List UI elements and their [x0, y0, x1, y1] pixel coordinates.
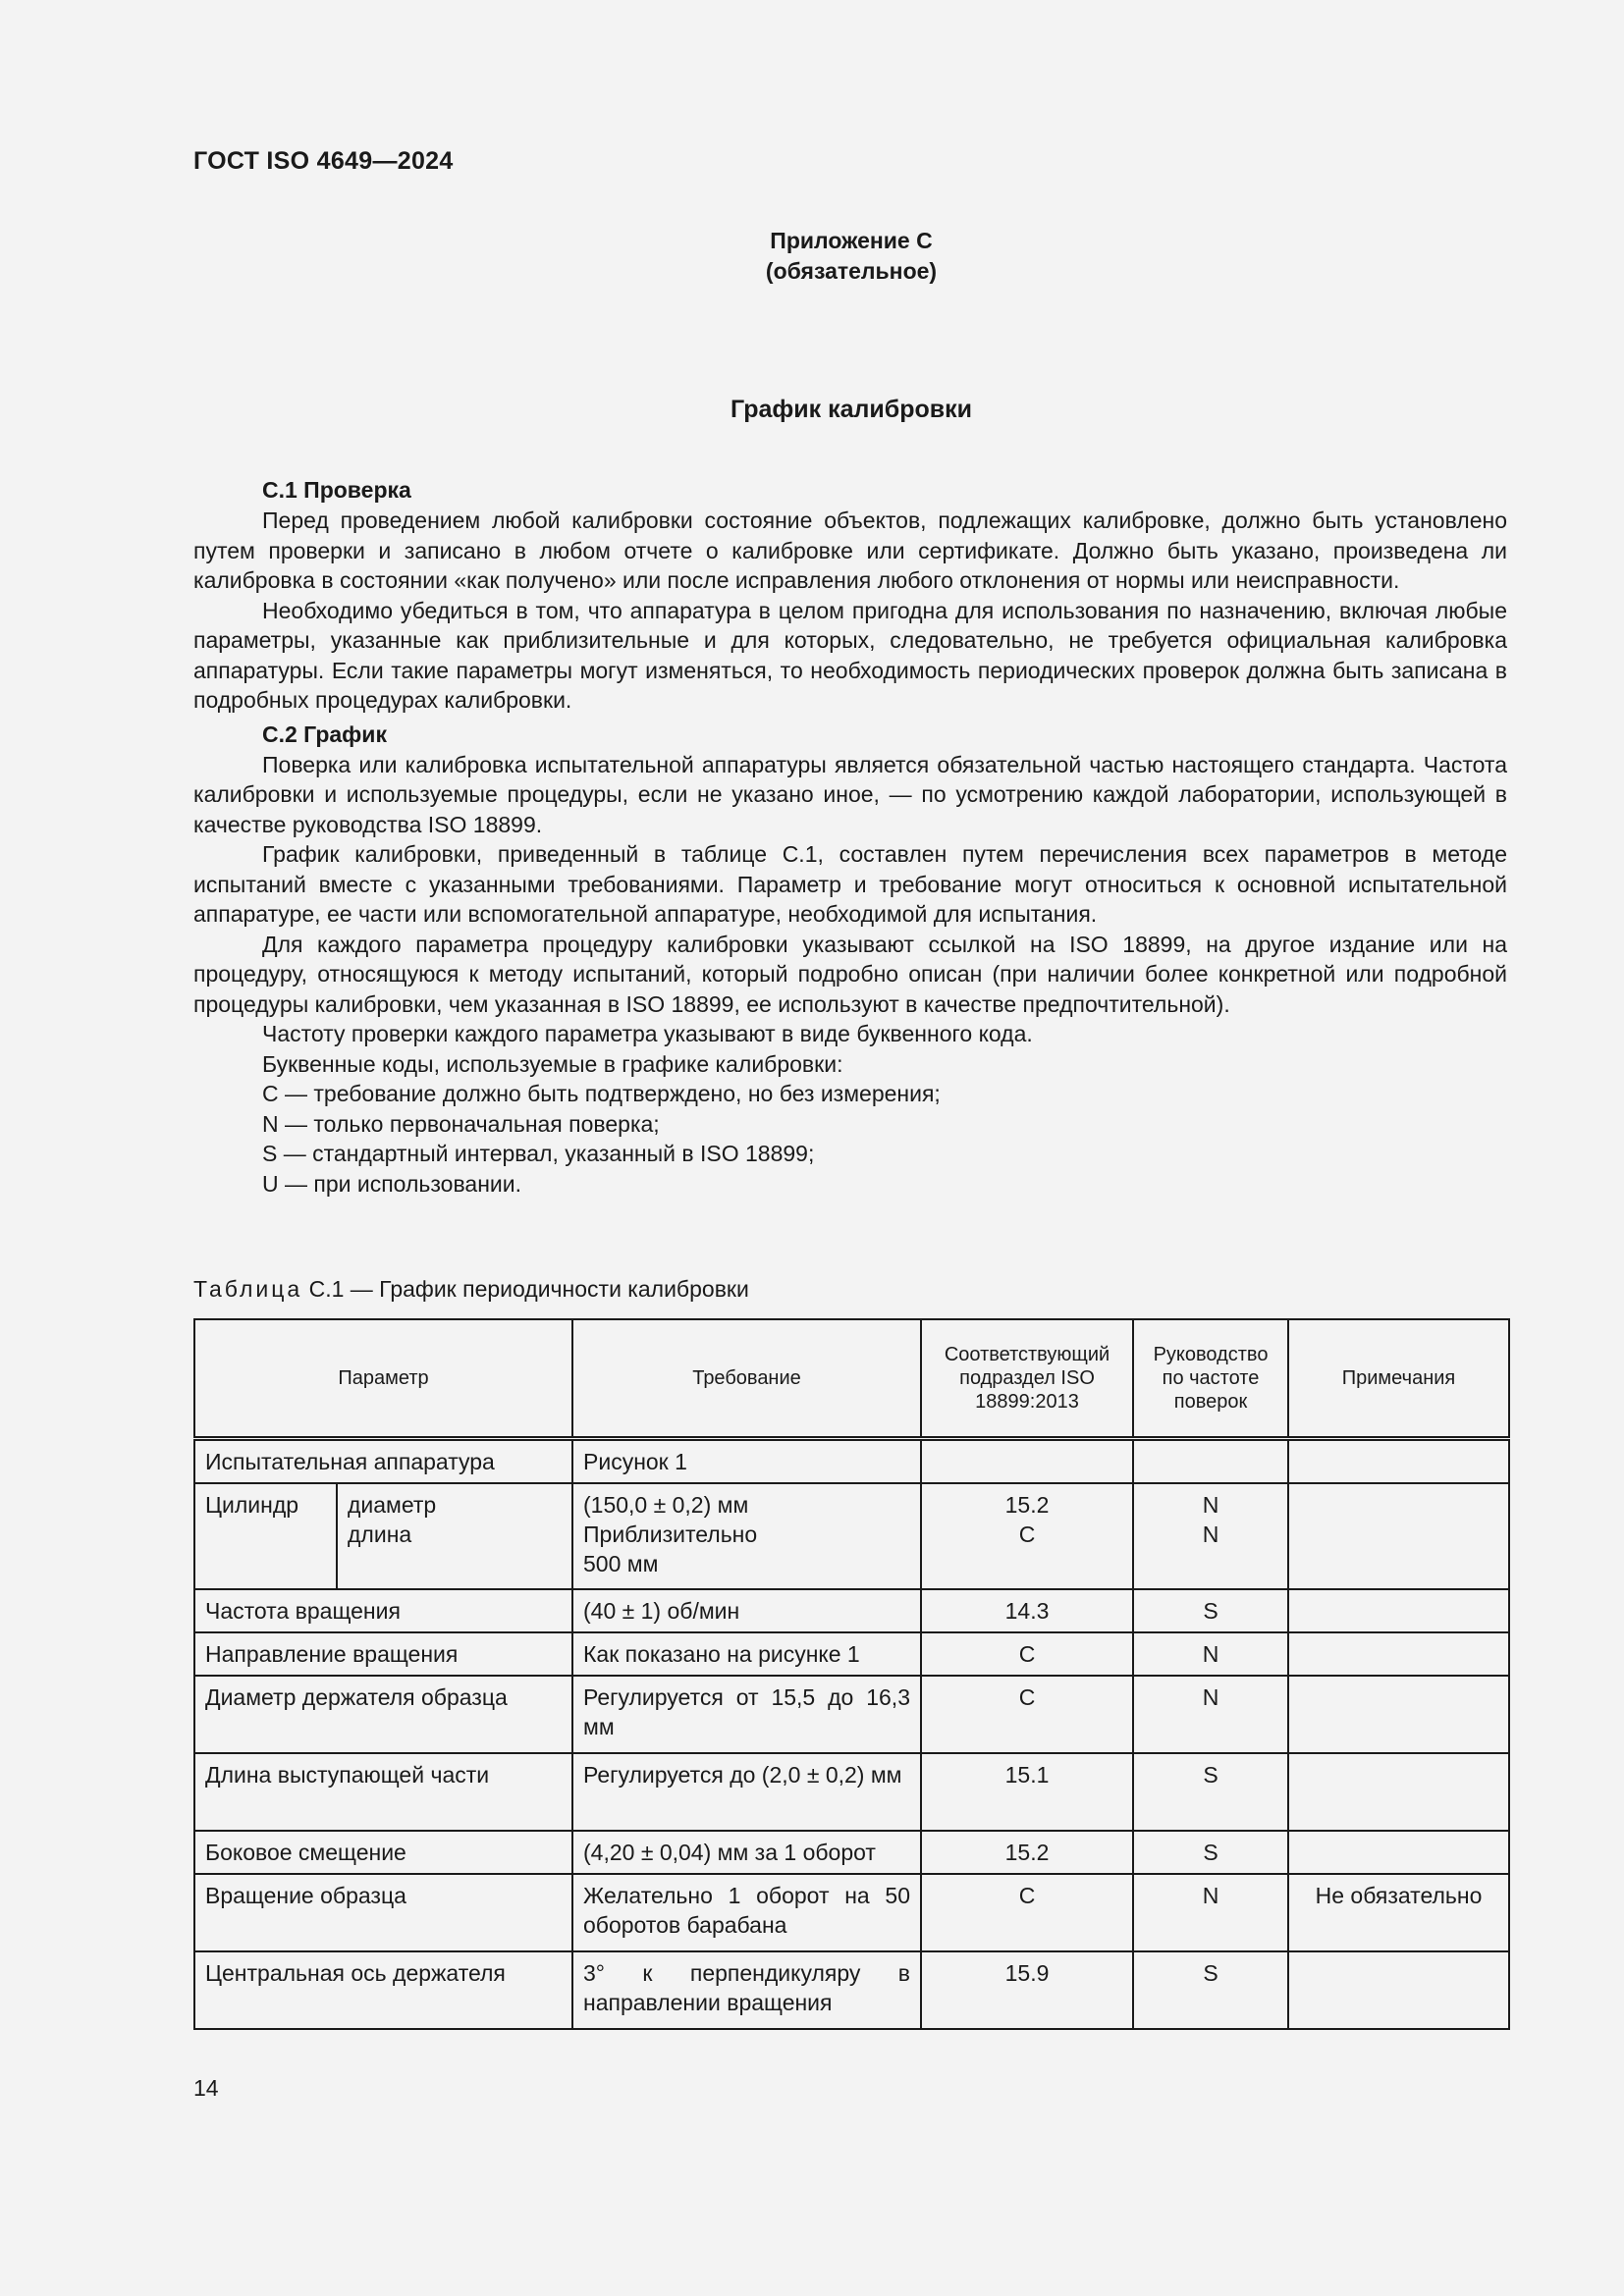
letter-code-item: U — при использовании.	[262, 1170, 521, 1197]
cell-subclause: 15.2	[921, 1831, 1133, 1874]
cell-parameter: Частота вращения	[194, 1589, 572, 1632]
table-row	[194, 1874, 1509, 1951]
table-row	[194, 1951, 1509, 2029]
cell-frequency: N	[1133, 1676, 1288, 1753]
cell-parameter: Боковое смещение	[194, 1831, 572, 1874]
cell-subclause: С	[921, 1874, 1133, 1951]
cell-note	[1288, 1483, 1509, 1589]
paragraph: Для каждого параметра процедуру калибровки указывают ссылкой на ISO 18899, на другое издание или на процедуру, относящуюся к методу испытаний, который подробно описан (при наличии более конкретной или подробной процедуры калибровки, чем указанная в ISO 18899, ее используют в качестве предпочтительной).	[193, 931, 1507, 1017]
frequency-line: N	[1202, 1522, 1219, 1547]
cell-note	[1288, 1951, 1509, 2029]
cell-subclause: С	[921, 1632, 1133, 1676]
cell-subclause: 14.3	[921, 1589, 1133, 1632]
cell-frequency: S	[1133, 1753, 1288, 1831]
table-caption-prefix: Таблица	[193, 1276, 303, 1302]
cell-parameter: Вращение образца	[194, 1874, 572, 1951]
annex-label: Приложение С	[770, 228, 933, 253]
cell-requirement: Регулируется от 15,5 до 16,3 мм	[572, 1676, 921, 1753]
cell-parameter: Испытательная аппаратура	[194, 1439, 572, 1484]
header-parameter: Параметр	[194, 1319, 572, 1439]
cell-requirement: (4,20 ± 0,04) мм за 1 оборот	[572, 1831, 921, 1874]
calibration-table	[193, 1318, 1510, 2030]
requirement-line: 500 мм	[583, 1551, 659, 1576]
table-row	[194, 1676, 1509, 1753]
cell-frequency: N	[1133, 1874, 1288, 1951]
letter-code-item: S — стандартный интервал, указанный в ISO 18899;	[262, 1141, 815, 1166]
table-row	[194, 1831, 1509, 1874]
cell-note	[1288, 1676, 1509, 1753]
header-subclause: Соответствующий подраздел ISO 18899:2013	[921, 1319, 1133, 1439]
cell-parameter: Цилиндр	[194, 1483, 337, 1589]
cell-frequency: N	[1133, 1632, 1288, 1676]
cell-frequency: S	[1133, 1589, 1288, 1632]
cell-subparameters	[337, 1483, 572, 1589]
paragraph: Необходимо убедиться в том, что аппаратура в целом пригодна для использования по назначению, включая любые параметры, указанные как приблизительные и для которых, следовательно, не требуется официальная калибровка аппаратуры. Если такие параметры могут изменяться, то необходимость периодических проверок должна быть записана в подробных процедурах калибровки.	[193, 597, 1507, 713]
cell-subclause: 15.9	[921, 1951, 1133, 2029]
table-caption	[193, 1276, 749, 1303]
cell-note: Не обязательно	[1288, 1874, 1509, 1951]
table-row	[194, 1632, 1509, 1676]
table-row	[194, 1589, 1509, 1632]
section-heading: С.1 Проверка	[262, 477, 411, 503]
cell-frequency	[1133, 1439, 1288, 1484]
paragraph: Поверка или калибровка испытательной аппаратуры является обязательной частью настоящего стандарта. Частота калибровки и используемые процедуры, если не указано иное, — по усмотрению каждой лаборатории, использующей в качестве руководства ISO 18899.	[193, 751, 1507, 837]
table-row	[194, 1753, 1509, 1831]
paragraph: Буквенные коды, используемые в графике калибровки:	[262, 1050, 843, 1077]
cell-parameter: Центральная ось держателя	[194, 1951, 572, 2029]
cell-subclause: 15.1	[921, 1753, 1133, 1831]
cell-parameter: Направление вращения	[194, 1632, 572, 1676]
paragraph: Перед проведением любой калибровки состояние объектов, подлежащих калибровке, должно быть установлено путем проверки и записано в любом отчете о калибровке или сертификате. Должно быть указано, произведена ли калибровка в состоянии «как получено» или после исправления любого отклонения от нормы или неисправности.	[193, 507, 1507, 593]
table-row	[194, 1483, 1509, 1589]
frequency-line: N	[1202, 1492, 1219, 1518]
cell-note	[1288, 1439, 1509, 1484]
cell-requirement: Рисунок 1	[572, 1439, 921, 1484]
page-number: 14	[193, 2075, 219, 2101]
header-notes: Примечания	[1288, 1319, 1509, 1439]
annex-title: График калибровки	[731, 396, 972, 423]
subparameter: диаметр	[348, 1492, 437, 1518]
cell-requirement: Желательно 1 оборот на 50 оборотов барабана	[572, 1874, 921, 1951]
paragraph: Частоту проверки каждого параметра указывают в виде буквенного кода.	[262, 1021, 1033, 1046]
letter-code-item: С — требование должно быть подтверждено, но без измерения;	[262, 1081, 941, 1106]
cell-requirement: (40 ± 1) об/мин	[572, 1589, 921, 1632]
cell-subclause	[921, 1483, 1133, 1589]
cell-requirement: Регулируется до (2,0 ± 0,2) мм	[572, 1753, 921, 1831]
cell-frequency	[1133, 1483, 1288, 1589]
cell-parameter: Длина выступающей части	[194, 1753, 572, 1831]
header-guidance: Руководство по частоте поверок	[1133, 1319, 1288, 1439]
paragraph: График калибровки, приведенный в таблице С.1, составлен путем перечисления всех параметров в методе испытаний вместе с указанными требованиями. Параметр и требование могут относиться к основной испытательной аппаратуре, ее части или вспомогательной аппаратуре, необходимой для испытания.	[193, 841, 1507, 927]
body-text	[193, 471, 1507, 1199]
cell-subclause: С	[921, 1676, 1133, 1753]
requirement-line: Приблизительно	[583, 1522, 758, 1547]
cell-frequency: S	[1133, 1831, 1288, 1874]
document-code: ГОСТ ISO 4649—2024	[193, 147, 454, 175]
annex-heading	[0, 226, 1624, 287]
table-caption-text: С.1 — График периодичности калибровки	[308, 1276, 749, 1302]
requirement-line: (150,0 ± 0,2) мм	[583, 1492, 749, 1518]
cell-requirement: 3° к перпендикуляру в направлении вращения	[572, 1951, 921, 2029]
cell-note	[1288, 1753, 1509, 1831]
cell-subclause	[921, 1439, 1133, 1484]
subclause-line: 15.2	[1004, 1492, 1050, 1518]
cell-requirement	[572, 1483, 921, 1589]
cell-parameter: Диаметр держателя образца	[194, 1676, 572, 1753]
cell-note	[1288, 1831, 1509, 1874]
section-heading: С.2 График	[262, 721, 387, 747]
subclause-line: С	[1018, 1522, 1036, 1547]
cell-note	[1288, 1632, 1509, 1676]
annex-status: (обязательное)	[765, 258, 938, 284]
table-row	[194, 1439, 1509, 1484]
subparameter: длина	[348, 1522, 412, 1547]
letter-code-item: N — только первоначальная поверка;	[262, 1110, 660, 1137]
header-requirement: Требование	[572, 1319, 921, 1439]
cell-frequency: S	[1133, 1951, 1288, 2029]
cell-note	[1288, 1589, 1509, 1632]
table-header-row	[194, 1319, 1509, 1439]
cell-requirement: Как показано на рисунке 1	[572, 1632, 921, 1676]
